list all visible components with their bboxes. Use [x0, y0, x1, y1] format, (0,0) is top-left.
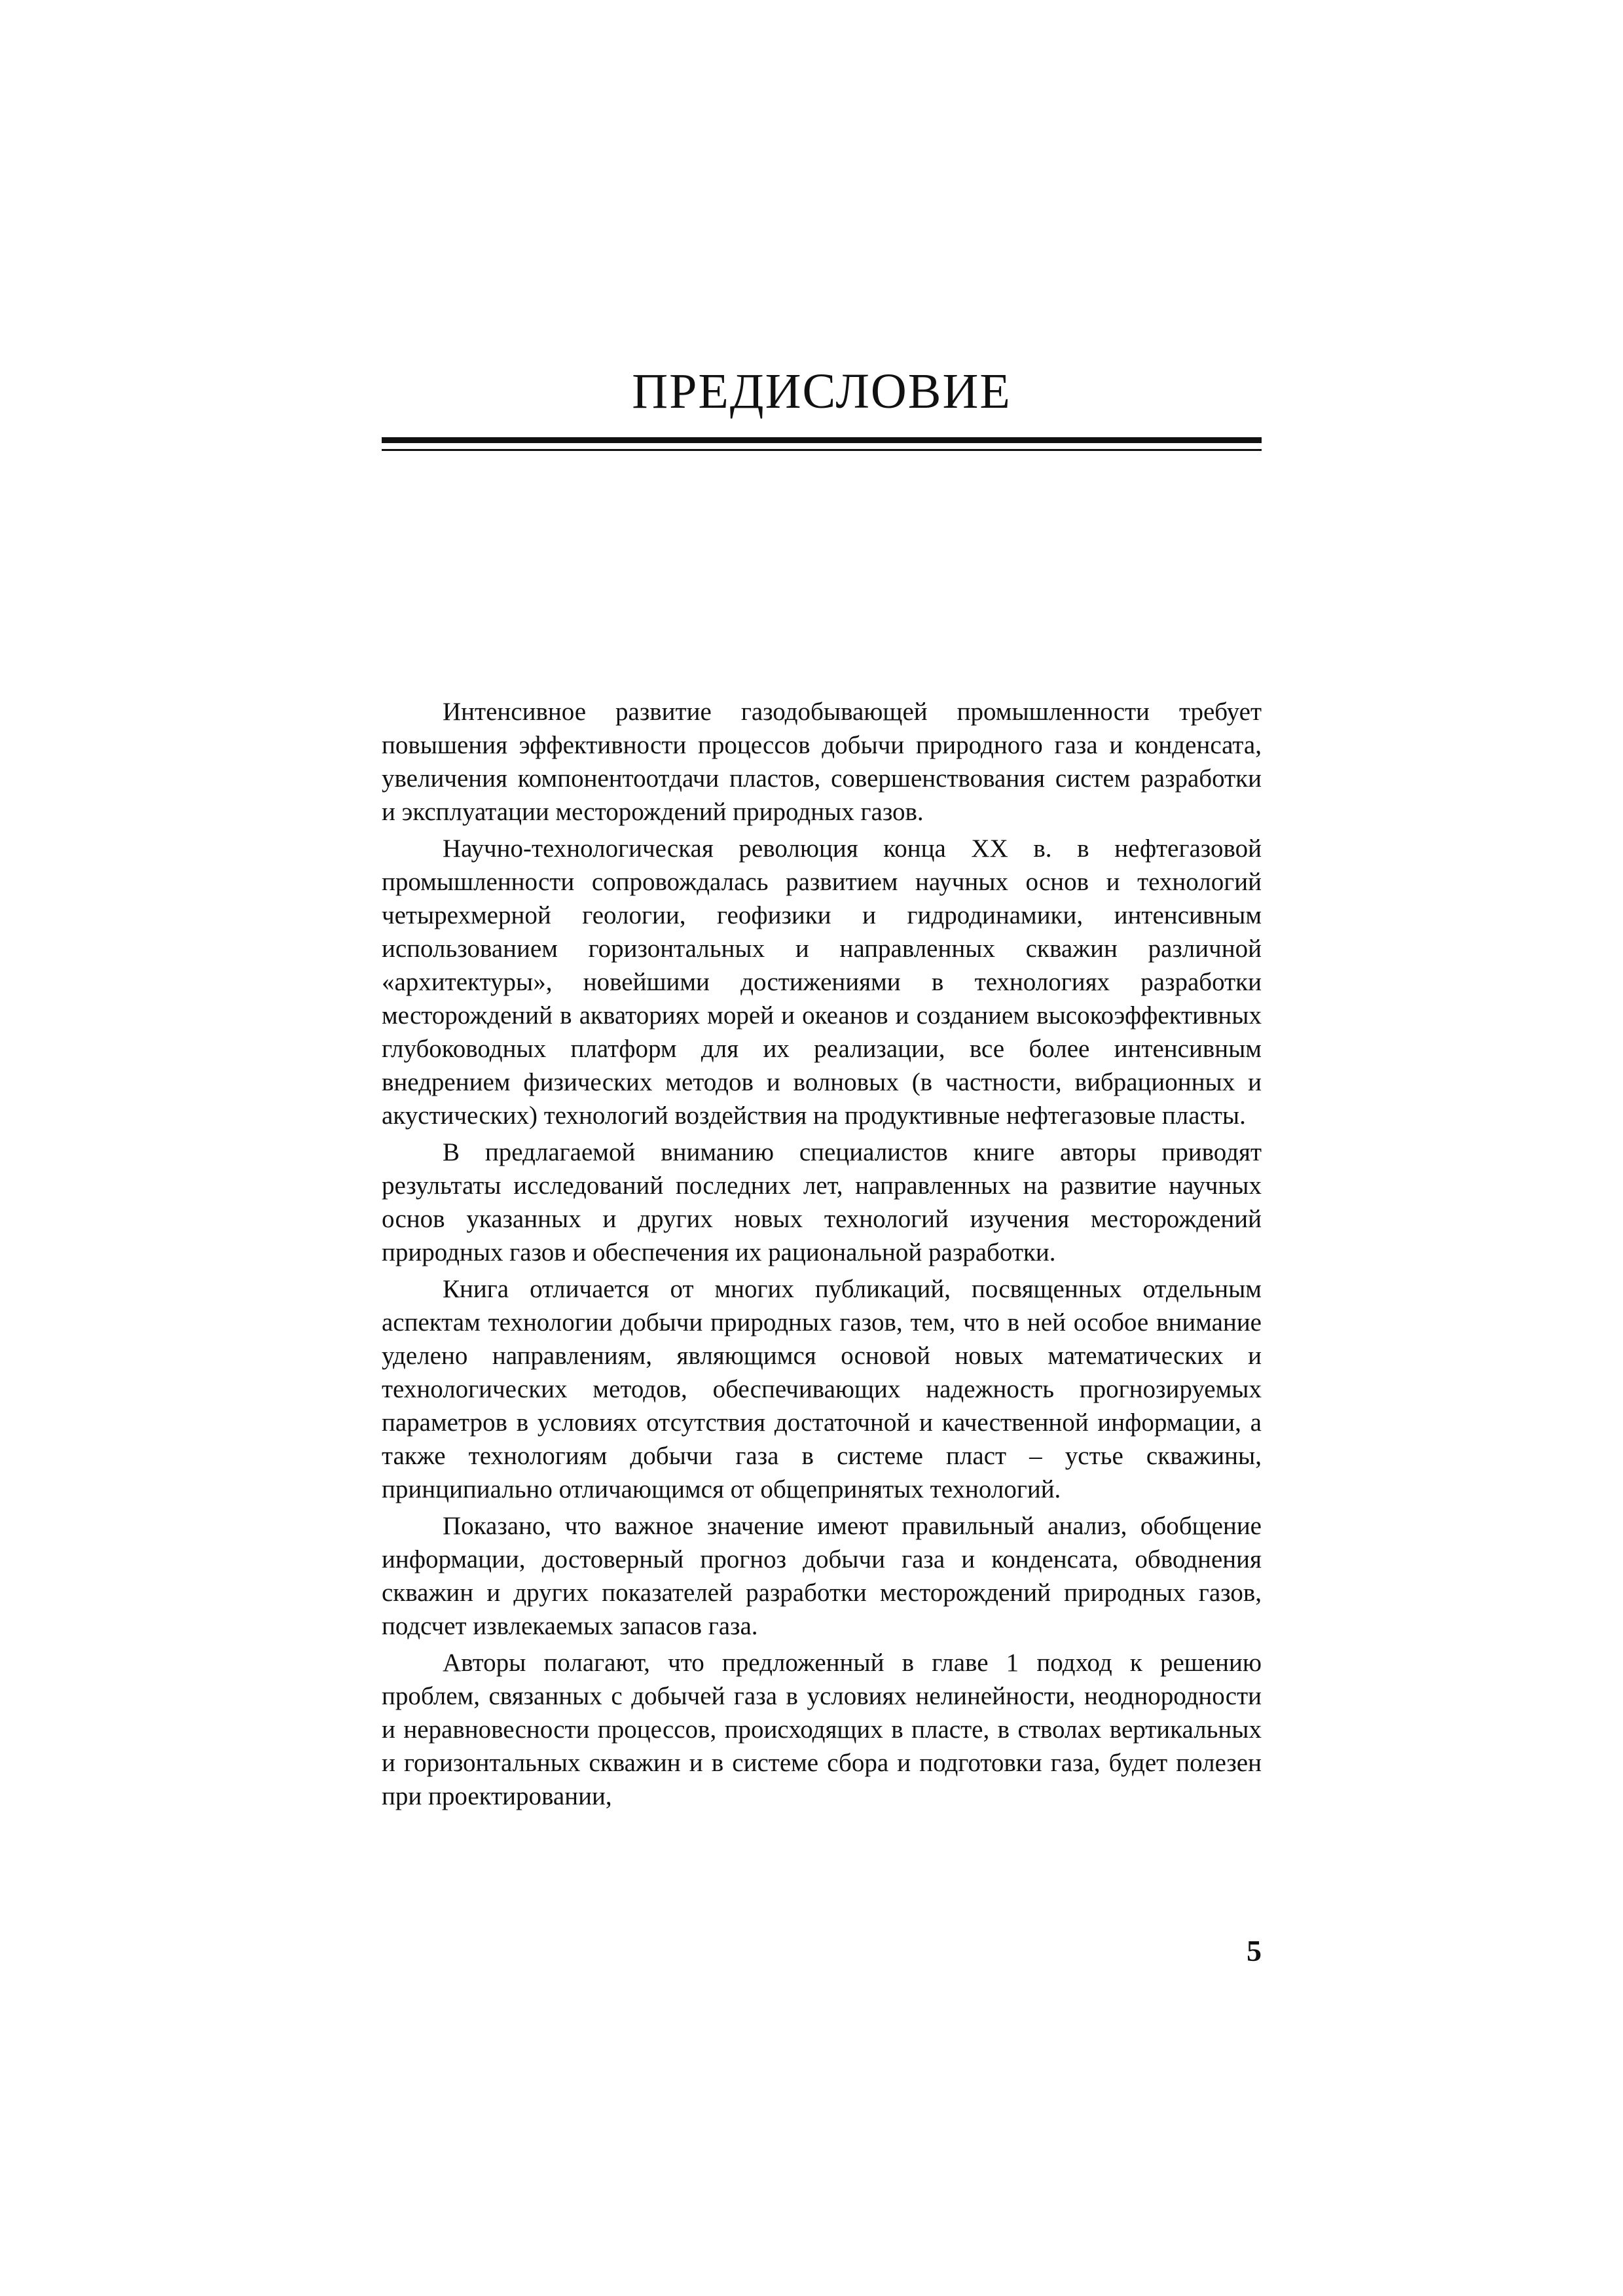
paragraph: Научно-технологическая революция конца XX в. в нефтегазовой промышленности сопровождалась развитием научных основ и технологий четырехмерной геологии, геофизики и гидродинамики, интенсивным использованием горизонтальных и направленных скважин различной «архитектуры», новейшими достижениями в технологиях разработки месторождений в акваториях морей и океанов и созданием высокоэффективных глубоководных платформ для их реализации, все более интенсивным внедрением физических методов и волновых (в частности, вибрационных и акустических) технологий воздействия на продуктивные нефтегазовые пласты.	[382, 834, 1262, 1130]
body-text	[382, 695, 1262, 1816]
heading-rule-thin	[382, 449, 1262, 451]
page-number: 5	[1247, 1934, 1262, 1967]
paragraph: Книга отличается от многих публикаций, посвященных отдельным аспектам технологии добычи природных газов, тем, что в ней особое внимание уделено направлениям, являющимся основой новых математических и технологических методов, обеспечивающих надежность прогнозируемых параметров в условиях отсутствия достаточной и качественной информации, а также технологиям добычи газа в системе пласт – устье скважины, принципиально отличающимся от общепринятых технологий.	[382, 1275, 1262, 1503]
paragraph: Авторы полагают, что предложенный в главе 1 подход к решению проблем, связанных с добычей газа в условиях нелинейности, неоднородности и неравновесности процессов, происходящих в пласте, в стволах вертикальных и горизонтальных скважин и в системе сбора и подготовки газа, будет полезен при проектировании,	[382, 1649, 1262, 1810]
paragraph: В предлагаемой вниманию специалистов книге авторы приводят результаты исследований последних лет, направленных на развитие научных основ указанных и других новых технологий изучения месторождений природных газов и обеспечения их рациональной разработки.	[382, 1138, 1262, 1266]
chapter-heading: ПРЕДИСЛОВИЕ	[632, 364, 1012, 419]
paragraph: Интенсивное развитие газодобывающей промышленности требует повышения эффективности процессов добычи природного газа и конденсата, увеличения компонентоотдачи пластов, совершенствования систем разработки и эксплуатации месторождений природных газов.	[382, 698, 1262, 826]
paragraph: Показано, что важное значение имеют правильный анализ, обобщение информации, достоверный прогноз добычи газа и конденсата, обводнения скважин и других показателей разработки месторождений природных газов, подсчет извлекаемых запасов газа.	[382, 1512, 1262, 1640]
heading-rule-thick	[382, 437, 1262, 443]
